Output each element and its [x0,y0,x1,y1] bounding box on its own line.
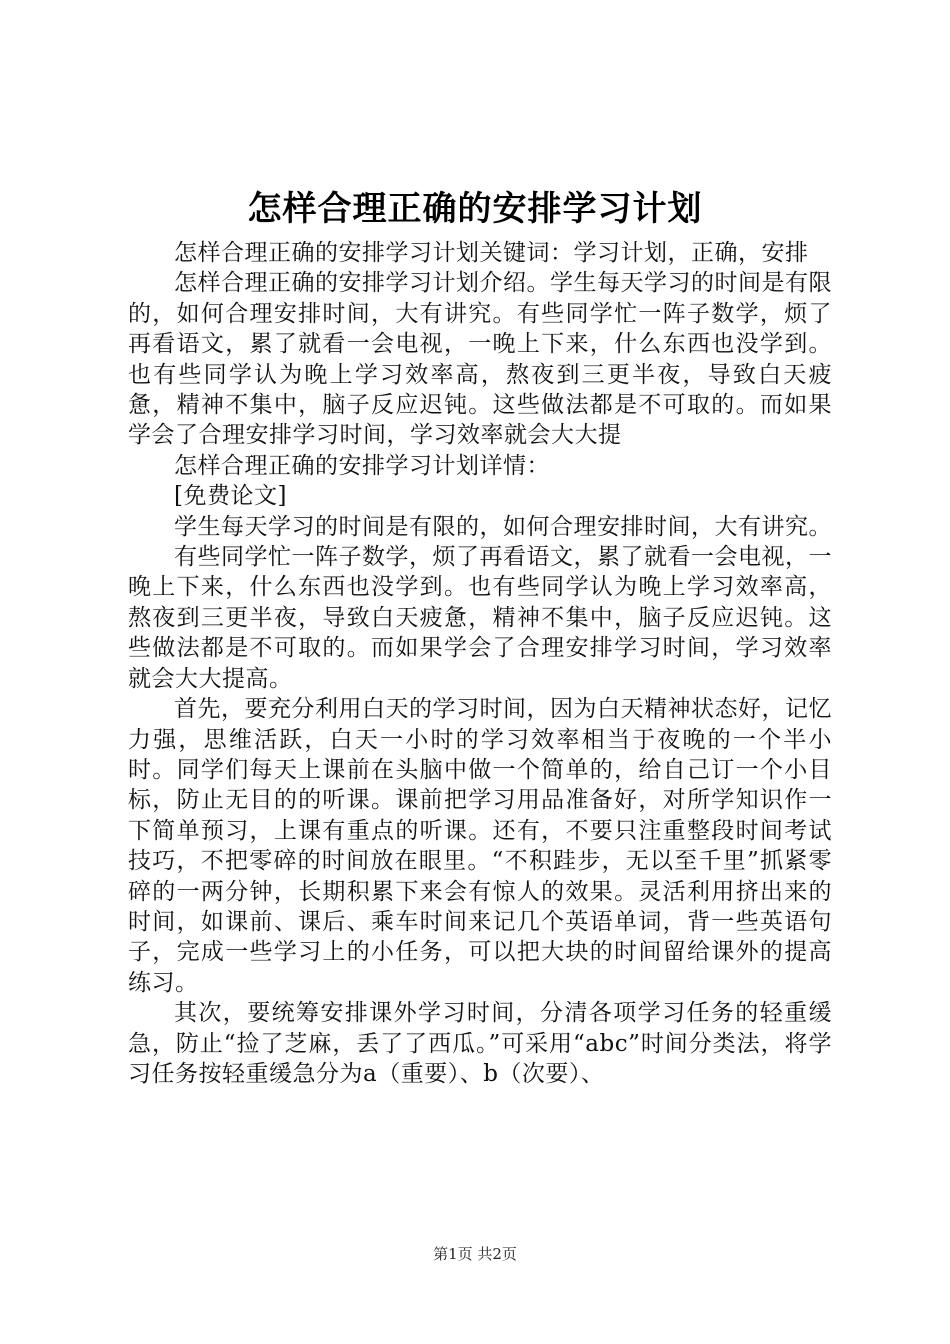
paragraph-after-school-plan: 其次，要统筹安排课外学习时间，分清各项学习任务的轻重缓急，防止“捡了芝麻，丢了了西瓜。”可采用“abc”时间分类法，将学习任务按轻重缓急分为a（重要）、b（次要）、 [128,1000,832,1087]
page-footer: 第1页 共2页 [433,1245,517,1263]
paragraph-introduction: 怎样合理正确的安排学习计划介绍。学生每天学习的时间是有限的，如何合理安排时间，大有讲究。有些同学忙一阵子数学，烦了再看语文，累了就看一会电视，一晚上下来，什么东西也没学到。也有些同学认为晚上学习效率高，熬夜到三更半夜，导致白天疲惫，精神不集中，脑子反应迟钝。这些做法都是不可取的。而如果学会了合理安排学习时间，学习效率就会大大提 [128,270,832,449]
document-body [128,238,832,1089]
paragraph-time-limited: 学生每天学习的时间是有限的，如何合理安排时间，大有讲究。 [174,513,832,540]
paragraph-keywords: 怎样合理正确的安排学习计划关键词：学习计划，正确，安排 [174,240,809,266]
paragraph-free-paper-tag: [免费论文] [174,483,287,510]
paragraph-bad-habits: 有些同学忙一阵子数学，烦了再看语文，累了就看一会电视，一晚上下来，什么东西也没学到。也有些同学认为晚上学习效率高，熬夜到三更半夜，导致白天疲惫，精神不集中，脑子反应迟钝。这些做法都是不可取的。而如果学会了合理安排学习时间，学习效率就会大大提高。 [128,544,832,692]
paragraph-daytime-study: 首先，要充分利用白天的学习时间，因为白天精神状态好，记忆力强，思维活跃，白天一小时的学习效率相当于夜晚的一个半小时。同学们每天上课前在头脑中做一个简单的，给自己订一个小目标，防止无目的的听课。课前把学习用品准备好，对所学知识作一下简单预习，上课有重点的听课。还有，不要只注重整段时间考试技巧，不把零碎的时间放在眼里。“不积跬步，无以至千里”抓紧零碎的一两分钟，长期积累下来会有惊人的效果。灵活利用挤出来的时间，如课前、课后、乘车时间来记几个英语单词，背一些英语句子，完成一些学习上的小任务，可以把大块的时间留给课外的提高练习。 [128,696,832,996]
paragraph-details-heading: 怎样合理正确的安排学习计划详情： [174,452,550,479]
document-title: 怎样合理正确的安排学习计划 [247,189,703,229]
